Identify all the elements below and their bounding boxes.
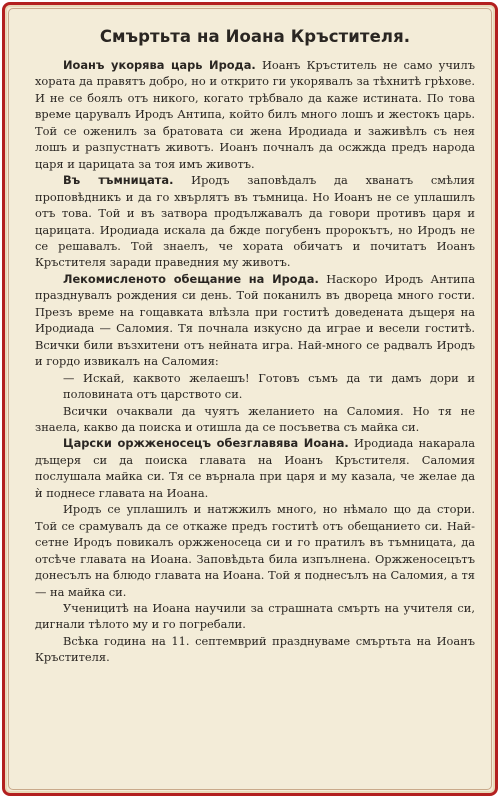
document-title: Смъртьта на Иоана Кръстителя.: [99, 27, 411, 46]
quoted-speech: — Искай, каквото желаешъ! Готовъ съмъ да ти дамъ дори и половината отъ царството си.: [63, 370, 475, 402]
section-heading: Иоанъ укорява царь Ирода.: [63, 58, 256, 72]
section-heading: Въ тъмницата.: [63, 173, 174, 188]
paragraph: Всѣка година на 11. септемврий празднуваме смъртьта на Иоанъ Кръстителя.: [35, 633, 475, 665]
paragraph-text: Иродиада накарала дъщеря си да поиска главата на Иоанъ Кръстителя. Саломия послушала майка си. Тя се върнала при царя и му казала, че желае да ѝ поднесе главата на Иоана.: [35, 436, 475, 500]
section-heading: Царски оржженосецъ обезглавява Иоана.: [63, 436, 349, 451]
paragraph: [35, 435, 475, 501]
section-heading: Лекомисленото обещание на Ирода.: [63, 271, 319, 286]
page-frame: [2, 2, 498, 796]
paragraph: [35, 172, 475, 271]
paragraph: Всички очаквали да чуятъ желанието на Саломия. Но тя не знаела, какво да поиска и отишла да се посъветва съ майка си.: [35, 403, 475, 434]
paragraph-text: Наскоро Иродъ Антипа празднувалъ рождения си день. Той поканилъ въ двореца много гости. Презъ време на гощавката влѣзла при гоститѣ доведената дъщеря на Иродиада — Саломия. Тя почнала изкусно да играе и весели гоститѣ. Всички били възхитени отъ нейната игра. Най-много се радвалъ Иродъ и гордо извикалъ на Саломия:: [35, 271, 476, 369]
paragraph-text: Иродъ заповѣдалъ да хванатъ смѣлия проповѣдникъ и да го хвърлятъ въ тъмница. Но Иоанъ не се уплашилъ отъ това. Той и въ затвора продължавалъ да говори противъ царя и царицата. Иродиада искала да бжде погубенъ пророкътъ, но Иродъ не се решавалъ. Той знаелъ, че хората обичатъ и почитатъ Иоанъ Кръстителя заради праведния му животъ.: [35, 173, 475, 270]
paragraph: [35, 57, 475, 172]
paragraph: [35, 271, 475, 370]
paragraph: Ученицитѣ на Иоана научили за страшната смърть на учителя си, дигнали тѣлото му и го погребали.: [35, 600, 475, 632]
document-page: [35, 27, 475, 666]
paragraph: Иродъ се уплашилъ и натжжилъ много, но нѣмало що да стори. Той се срамувалъ да се откаже предъ гоститѣ отъ обещанието си. Най-сетне Иродъ повикалъ оржженосеца си и го пратилъ въ тъмницата, да отсѣче главата на Иоана. Заповѣдьта била изпълнена. Оржженосецътъ донесълъ на блюдо главата на Иоана. Той я поднесълъ на Саломия, а тя — на майка си.: [35, 502, 475, 599]
paragraph-text: Иоанъ Кръститель не само училъ хората да правятъ добро, но и открито ги укорявалъ за тѣхнитѣ грѣхове. И не се боялъ отъ никого, когато трѣбвало да каже истината. По това време царувалъ Иродъ Антипа, който билъ много лошъ и жестокъ царь. Той се оженилъ за братовата си жена Иродиада и заживѣлъ съ нея лошъ и разпустнатъ животъ. Иоанъ почналъ да осжжда предъ народа царя и царицата за тоя имъ животъ.: [35, 58, 475, 171]
